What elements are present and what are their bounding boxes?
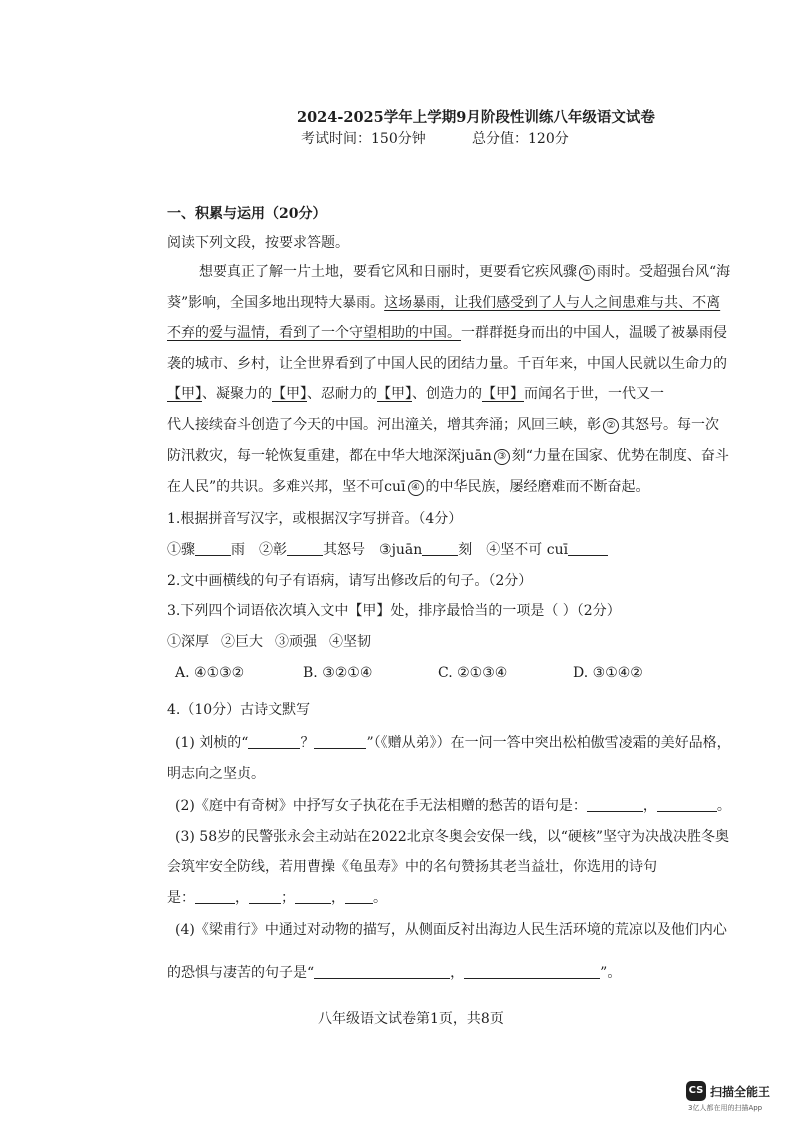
q4-text: 。 — [716, 798, 731, 814]
question-4-stem: 4.（10分）古诗文默写 — [167, 702, 311, 718]
passage-line-7 — [167, 446, 729, 466]
exam-time: 考试时间：150分钟 — [301, 131, 426, 147]
q4-text: (2)《庭中有奇树》中抒写女子执花在手无法相赠的愁苦的语句是： — [175, 798, 587, 814]
item-marker: ① — [167, 542, 181, 558]
passage-line-2 — [167, 293, 720, 313]
choice-letter: B. — [303, 665, 318, 681]
item-marker: ④ — [486, 542, 501, 558]
item-marker: ③ — [379, 542, 392, 558]
passage-text: 而闻名于世，一代又一 — [524, 386, 664, 402]
passage-text: 的中华民族，屡经磨难而不断奋起。 — [425, 479, 650, 495]
question-4-part-2 — [175, 796, 731, 816]
passage-text: 葵”影响，全国多地出现特大暴雨。 — [167, 295, 385, 311]
passage-line-3 — [167, 323, 727, 343]
item-text: 彰 — [273, 542, 287, 558]
q4-text: ； — [281, 890, 295, 906]
q4-text: ， — [450, 965, 465, 981]
passage-line-6 — [167, 415, 719, 435]
answer-blank[interactable] — [249, 889, 281, 904]
question-4-part-3: (3) 58岁的民警张永会主动站在2022北京冬奥会安保一线，以“硬核”坚守为决战决胜冬奥 — [175, 829, 730, 845]
answer-blank[interactable] — [464, 964, 600, 979]
scanner-brand-name: 扫描全能王 — [710, 1085, 771, 1099]
q4-text: ”（《赠从弟》）在一问一答中突出松柏傲雪凌霜的美好品格， — [366, 735, 731, 751]
answer-blank[interactable] — [287, 541, 323, 556]
question-4-part-4-answer — [167, 963, 621, 983]
word-option: ①深厚 — [167, 634, 209, 650]
q4-text: 。 — [373, 890, 387, 906]
word-option: ④坚韧 — [329, 634, 371, 650]
q4-text: (1) 刘桢的“ — [175, 735, 249, 751]
jia-blank: 【甲】 — [272, 386, 307, 402]
scanner-slogan: 3亿人都在用的扫描App — [688, 1104, 763, 1112]
choice-b[interactable] — [303, 663, 372, 683]
scanner-logo-icon: CS — [686, 1081, 706, 1101]
passage-text: 、凝聚力的 — [202, 386, 272, 402]
item-text: juān — [391, 542, 423, 558]
passage-text: 雨时。受超强台风“海 — [597, 264, 731, 280]
item-text: 雨 — [231, 542, 245, 558]
jia-blank: 【甲】 — [377, 386, 412, 402]
passage-line-8 — [167, 477, 650, 497]
question-4-part-1-cont: 明志向之坚贞。 — [167, 766, 265, 782]
passage-text: 其怒号。每一次 — [621, 417, 719, 433]
blank-marker: ① — [579, 265, 595, 281]
error-sentence-part: 这场暴雨，让我们感受到了人与人之间患难与共、不离 — [384, 295, 721, 311]
total-score: 总分值：120分 — [472, 131, 569, 147]
q4-text: 的恐惧与凄苦的句子是“ — [167, 965, 315, 981]
item-text: 坚不可 cuī — [500, 542, 569, 558]
passage-line-5 — [167, 384, 664, 404]
question-4-part-4: (4)《梁甫行》中通过对动物的描写，从侧面反衬出海边人民生活环境的荒凉以及他们内心 — [175, 922, 727, 938]
answer-blank[interactable] — [314, 964, 450, 979]
passage-text: 一群群挺身而出的中国人，温暖了被暴雨侵 — [461, 325, 727, 341]
choice-value: ②①③④ — [457, 665, 508, 681]
question-4-part-1 — [175, 733, 731, 753]
answer-blank[interactable] — [314, 734, 366, 749]
passage-text: 刻“力量在国家、优势在制度、奋斗 — [511, 448, 729, 464]
answer-blank[interactable] — [345, 889, 373, 904]
passage-text: 、忍耐力的 — [307, 386, 377, 402]
answer-blank[interactable] — [295, 889, 331, 904]
choice-value: ④①③② — [194, 665, 245, 681]
passage-text: 、创造力的 — [412, 386, 482, 402]
choice-d[interactable] — [573, 663, 643, 683]
choice-value: ③②①④ — [322, 665, 373, 681]
section-instruction: 阅读下列文段，按要求答题。 — [167, 235, 349, 251]
passage-text: 代人接续奋斗创造了今天的中国。河出潼关，增其奔涌；风回三峡，彰 — [167, 417, 601, 433]
exam-title: 2024-2025学年上学期9月阶段性训练八年级语文试卷 — [297, 109, 655, 126]
question-3-words — [167, 632, 371, 652]
q4-text: 是： — [167, 890, 195, 906]
passage-text: 防汛救灾，每一轮恢复重建，都在中华大地深深juān — [167, 448, 492, 464]
answer-blank[interactable] — [195, 541, 231, 556]
page-footer: 八年级语文试卷第1页，共8页 — [318, 1011, 504, 1027]
word-option: ②巨大 — [221, 634, 263, 650]
answer-blank[interactable] — [248, 734, 300, 749]
word-option: ③顽强 — [275, 634, 317, 650]
choice-value: ③①④② — [592, 665, 643, 681]
error-sentence-part: 不弃的爱与温情，看到了一个守望相助的中国。 — [167, 325, 461, 341]
choice-c[interactable] — [438, 663, 507, 683]
blank-marker: ④ — [408, 480, 424, 496]
question-2-stem: 2.文中画横线的句子有语病，请写出修改后的句子。（2分） — [167, 573, 533, 589]
q4-text: ， — [235, 890, 249, 906]
question-4-part-3-answer — [167, 888, 387, 908]
choice-letter: A. — [175, 665, 190, 681]
answer-blank[interactable] — [422, 541, 458, 556]
question-1-items — [167, 540, 608, 560]
passage-text: 在人民”的共识。多难兴邦，坚不可cuī — [167, 479, 406, 495]
q4-text: ， — [331, 890, 345, 906]
jia-blank: 【甲】 — [482, 386, 524, 402]
answer-blank[interactable] — [195, 889, 235, 904]
answer-blank[interactable] — [568, 541, 608, 556]
item-text: 刻 — [458, 542, 473, 558]
item-text: 其怒号 — [323, 542, 365, 558]
passage-line-1 — [199, 262, 730, 282]
q4-text: ， — [642, 798, 657, 814]
q4-text: ？ — [300, 735, 315, 751]
answer-blank[interactable] — [587, 797, 643, 812]
section-heading: 一、积累与运用（20分） — [167, 206, 327, 222]
choice-letter: C. — [438, 665, 453, 681]
item-text: 骤 — [181, 542, 195, 558]
jia-blank: 【甲】 — [167, 386, 202, 402]
question-1-stem: 1.根据拼音写汉字，或根据汉字写拼音。（4分） — [167, 511, 463, 527]
question-4-part-3-cont: 会筑牢安全防线，若用曹操《龟虽寿》中的名句赞扬其老当益壮，你选用的诗句 — [167, 859, 657, 875]
answer-blank[interactable] — [657, 797, 717, 812]
passage-text: 想要真正了解一片土地，要看它风和日丽时，更要看它疾风骤 — [199, 264, 577, 280]
blank-marker: ③ — [494, 449, 510, 465]
choice-a[interactable] — [175, 663, 244, 683]
blank-marker: ② — [603, 418, 619, 434]
passage-line-4: 袭的城市、乡村，让全世界看到了中国人民的团结力量。千百年来，中国人民就以生命力的 — [167, 356, 727, 372]
question-3-stem: 3.下列四个词语依次填入文中【甲】处，排序最恰当的一项是（ ）（2分） — [167, 603, 621, 619]
item-marker: ② — [259, 542, 273, 558]
choice-letter: D. — [573, 665, 589, 681]
q4-text: ”。 — [600, 965, 622, 981]
